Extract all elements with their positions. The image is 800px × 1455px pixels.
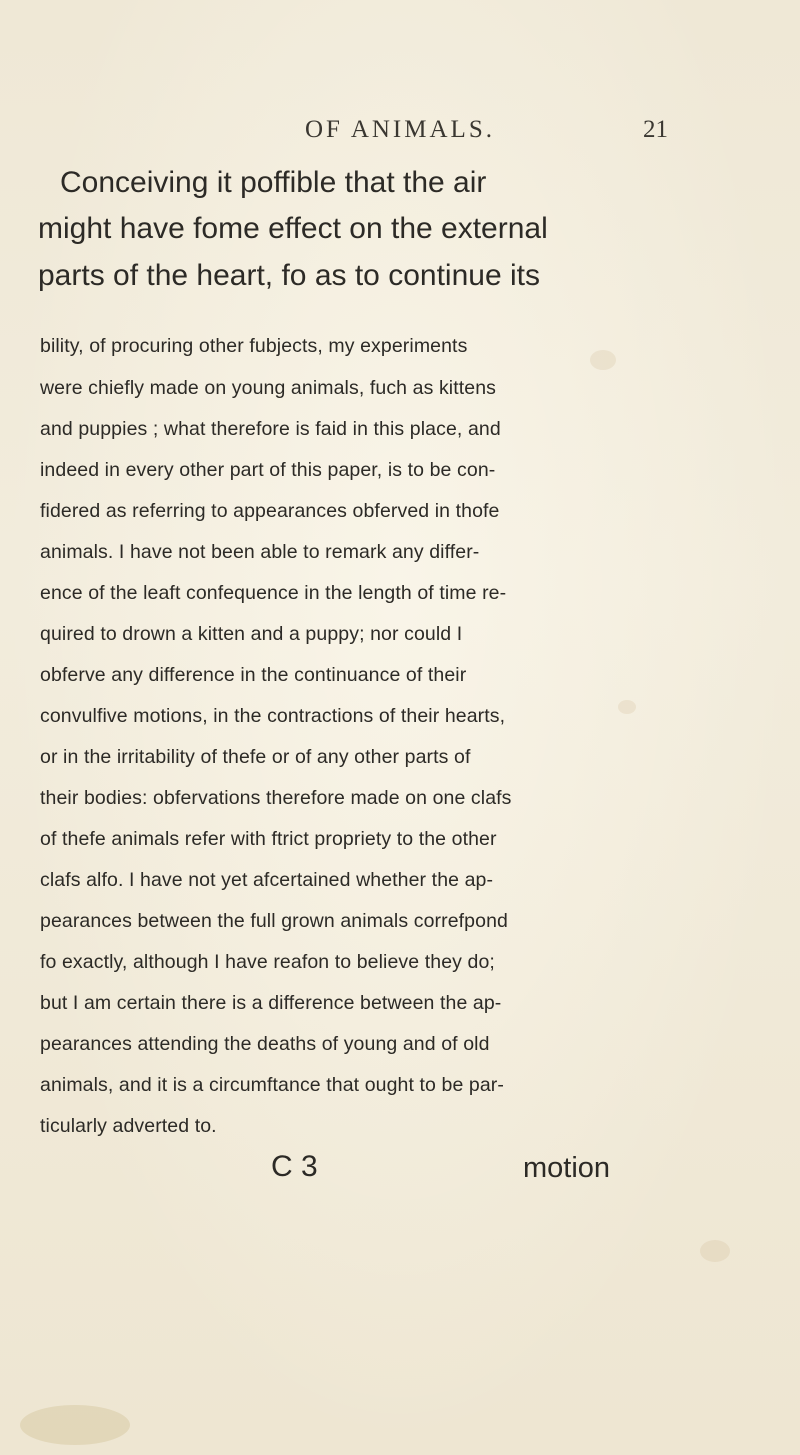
paper-stain [20, 1405, 130, 1445]
text-line: might have fome effect on the external [38, 212, 548, 245]
paper-stain [618, 700, 636, 714]
text-line: indeed in every other part of this paper, is to be con- [40, 459, 496, 481]
text-line: obferve any difference in the continuance of their [40, 664, 467, 686]
text-line: clafs alfo. I have not yet afcertained whether the ap- [40, 869, 494, 891]
text-line: ticularly adverted to. [40, 1115, 217, 1137]
text-line: their bodies: obfervations therefore made on one clafs [40, 787, 512, 809]
text-line: of thefe animals refer with ftrict propriety to the other [40, 828, 497, 850]
text-line: convulfive motions, in the contractions of their hearts, [40, 705, 506, 727]
text-line: pearances attending the deaths of young and of old [40, 1033, 490, 1055]
text-line: parts of the heart, fo as to continue its [38, 259, 540, 292]
text-line: but I am certain there is a difference between the ap- [40, 992, 502, 1014]
running-title: OF ANIMALS. [305, 116, 495, 143]
text-line: or in the irritability of thefe or of any other parts of [40, 746, 471, 768]
text-line: Conceiving it poffible that the air [60, 166, 487, 199]
text-line: quired to drown a kitten and a puppy; nor could I [40, 623, 463, 645]
text-line: were chiefly made on young animals, fuch as kittens [40, 377, 496, 399]
page-header [0, 116, 800, 156]
signature-mark: C 3 [271, 1150, 318, 1183]
page-number: 21 [643, 116, 668, 143]
paper-stain [590, 350, 616, 370]
text-line: animals. I have not been able to remark any differ- [40, 541, 480, 563]
text-line: bility, of procuring other fubjects, my experiments [40, 335, 468, 357]
paper-stain [700, 1240, 730, 1262]
text-line: fo exactly, although I have reafon to believe they do; [40, 951, 495, 973]
text-line: and puppies ; what therefore is faid in this place, and [40, 418, 501, 440]
catchword: motion [523, 1152, 611, 1184]
text-line: animals, and it is a circumftance that ought to be par- [40, 1074, 504, 1096]
text-line: fidered as referring to appearances obferved in thofe [40, 500, 500, 522]
text-line: ence of the leaft confequence in the length of time re- [40, 582, 507, 604]
text-line: pearances between the full grown animals correfpond [40, 910, 508, 932]
